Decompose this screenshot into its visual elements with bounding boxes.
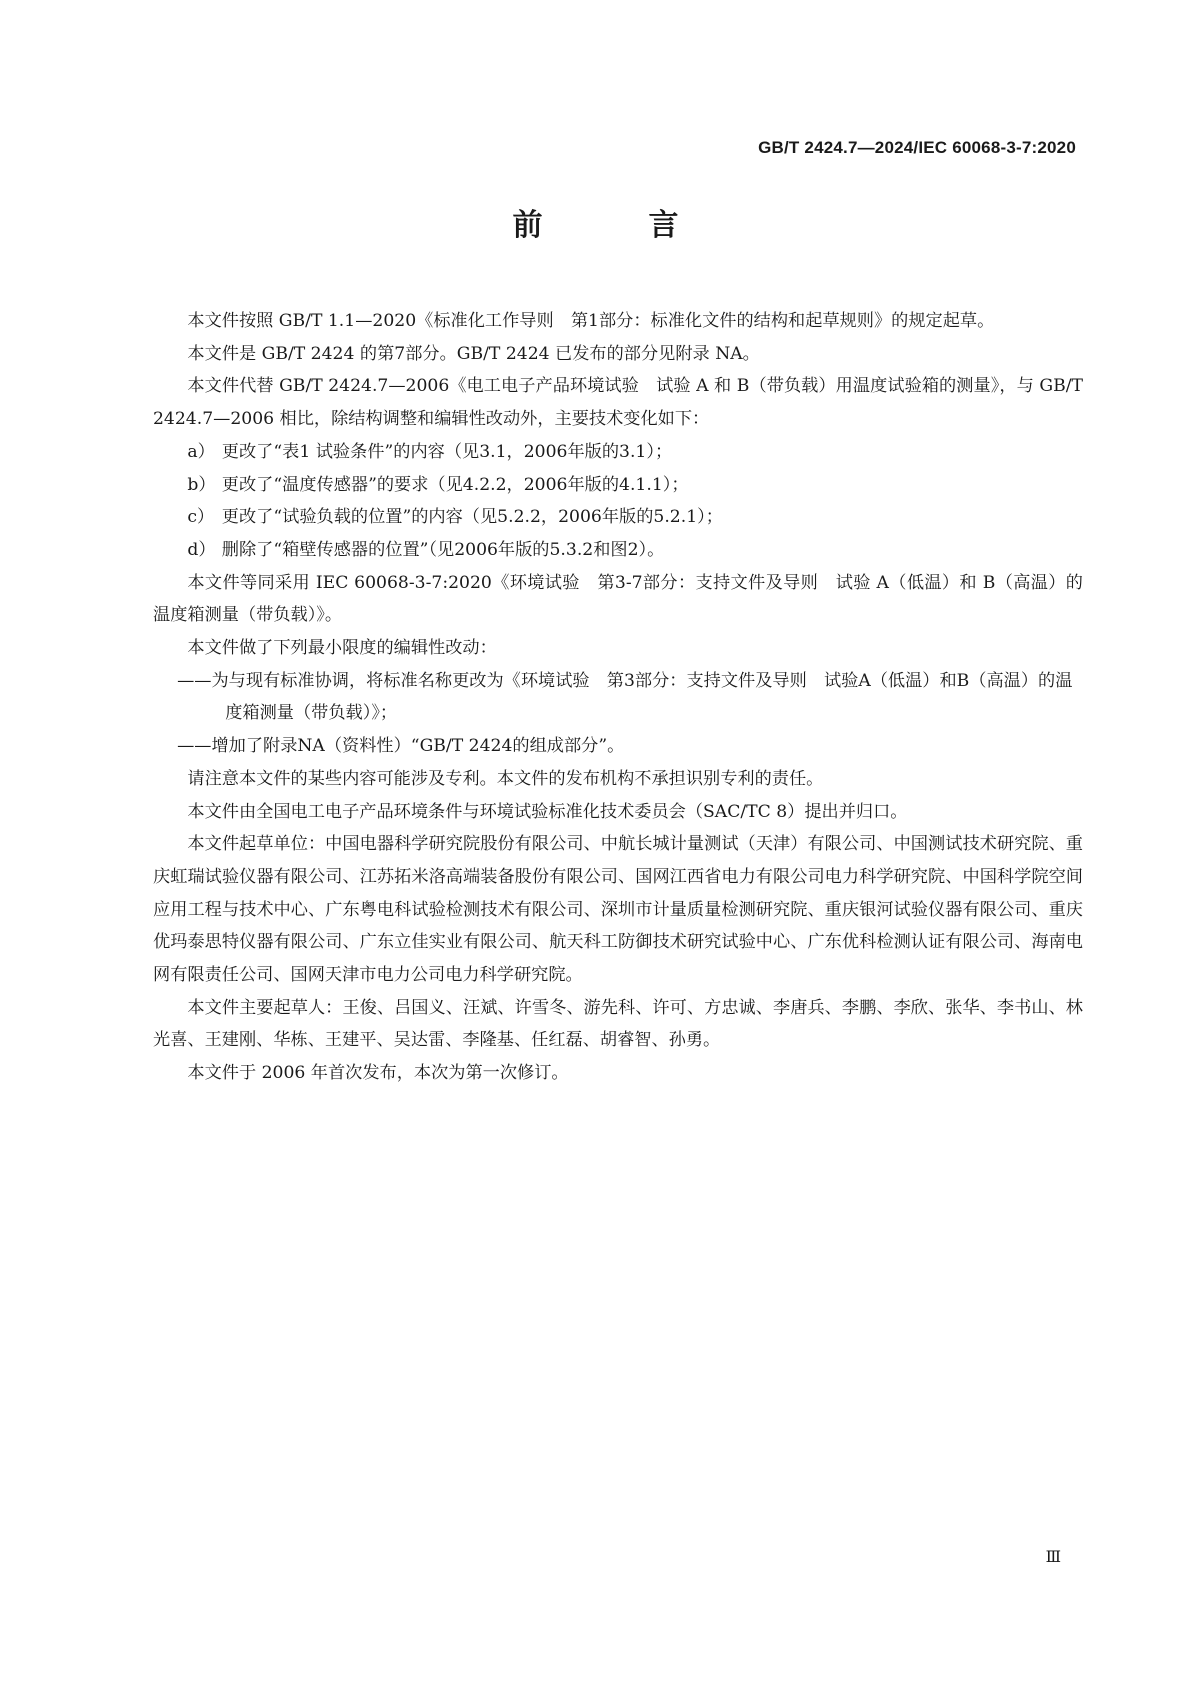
paragraph-history: 本文件于 2006 年首次发布，本次为第一次修订。: [187, 1063, 569, 1084]
paragraph-proposer: 本文件由全国电工电子产品环境条件与环境试验标准化技术委员会（SAC/TC 8）提出并归口。: [187, 801, 908, 822]
list-item-change: [153, 534, 1083, 567]
list-item-change: [153, 501, 1083, 534]
dash-item-edit: ——为与现有标准协调，将标准名称更改为《环境试验 第3部分：支持文件及导则 试验A（低温）和B（高温）的温度箱测量（带负载）》；: [177, 670, 1073, 724]
list-marker: c）: [187, 507, 215, 528]
dash-item-edit: ——增加了附录NA（资料性）“GB/T 2424的组成部分”。: [177, 736, 625, 757]
page-title: 前 言: [512, 208, 717, 243]
list-text: 更改了“温度传感器”的要求（见4.2.2，2006年版的4.1.1）；: [221, 474, 689, 495]
paragraph-drafters: 本文件主要起草人：王俊、吕国义、汪斌、许雪冬、游先科、许可、方忠诚、李唐兵、李鹏、李欣、张华、李书山、林光喜、王建刚、华栋、王建平、吴达雷、李隆基、任红磊、胡睿智、孙勇。: [153, 997, 1083, 1051]
paragraph-adoption: 本文件等同采用 IEC 60068-3-7:2020《环境试验 第3-7部分：支持文件及导则 试验 A（低温）和 B（高温）的温度箱测量（带负载）》。: [153, 572, 1083, 626]
document-body: [153, 305, 1083, 1090]
paragraph-replaces: 本文件代替 GB/T 2424.7—2006《电工电子产品环境试验 试验 A 和 B（带负载）用温度试验箱的测量》，与 GB/T 2424.7—2006 相比，除结构调整和编辑性改动外，主要技术变化如下：: [153, 376, 1083, 430]
standard-code: GB/T 2424.7—2024/IEC 60068-3-7:2020: [758, 138, 1076, 157]
list-item-change: [153, 436, 1083, 469]
paragraph-patent-notice: 请注意本文件的某些内容可能涉及专利。本文件的发布机构不承担识别专利的责任。: [187, 768, 824, 789]
paragraph-series-part: 本文件是 GB/T 2424 的第7部分。GB/T 2424 已发布的部分见附录 NA。: [187, 343, 760, 364]
page-number: Ⅲ: [1045, 1547, 1060, 1566]
list-text: 更改了“表1 试验条件”的内容（见3.1，2006年版的3.1）；: [221, 441, 673, 462]
paragraph-edits-intro: 本文件做了下列最小限度的编辑性改动：: [187, 638, 497, 659]
paragraph-drafting-rules: 本文件按照 GB/T 1.1—2020《标准化工作导则 第1部分：标准化文件的结构和起草规则》的规定起草。: [187, 311, 995, 331]
list-marker: a）: [187, 441, 215, 462]
list-text: 更改了“试验负载的位置”的内容（见5.2.2，2006年版的5.2.1）；: [221, 507, 723, 528]
list-item-change: [153, 469, 1083, 502]
list-text: 删除了“箱壁传感器的位置”（见2006年版的5.3.2和图2）。: [221, 539, 665, 560]
list-marker: d）: [187, 539, 216, 560]
paragraph-drafting-units: 本文件起草单位：中国电器科学研究院股份有限公司、中航长城计量测试（天津）有限公司、中国测试技术研究院、重庆虹瑞试验仪器有限公司、江苏拓米洛高端装备股份有限公司、国网江西省电力有限公司电力科学研究院、中国科学院空间应用工程与技术中心、广东粤电科试验检测技术有限公司、深圳市计量质量检测研究院、重庆银河试验仪器有限公司、重庆优玛泰思特仪器有限公司、广东立佳实业有限公司、航天科工防御技术研究试验中心、广东优科检测认证有限公司、海南电网有限责任公司、国网天津市电力公司电力科学研究院。: [153, 834, 1083, 986]
list-marker: b）: [187, 474, 216, 495]
